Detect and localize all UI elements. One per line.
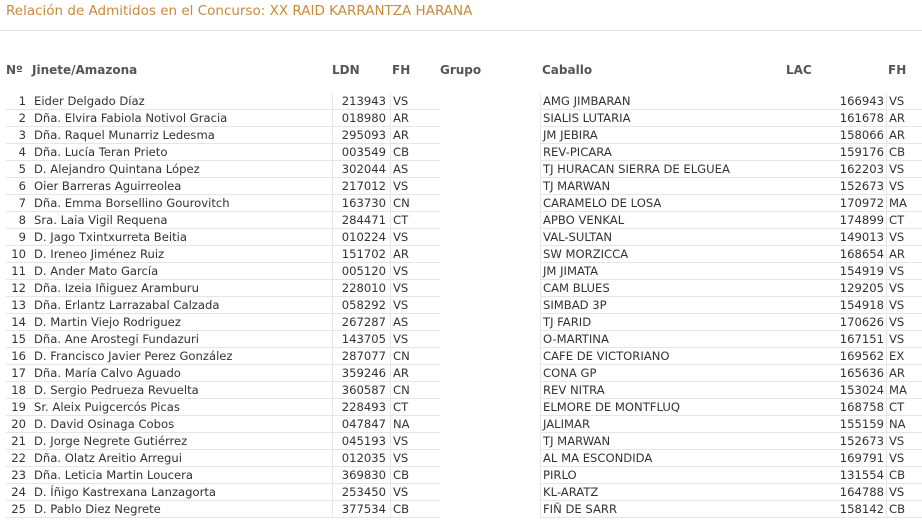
cell-rider: Dña. Izeia Iñiguez Aramburu — [32, 280, 332, 297]
cell-ldn: 302044 — [332, 161, 390, 178]
cell-fh-horse: AR — [886, 127, 922, 144]
cell-group — [440, 501, 540, 518]
cell-num: 19 — [6, 399, 32, 416]
cell-group — [440, 229, 540, 246]
cell-rider: D. David Osinaga Cobos — [32, 416, 332, 433]
cell-lac: 167151 — [786, 331, 886, 348]
cell-fh-rider: CT — [390, 212, 440, 229]
cell-horse: CONA GP — [540, 365, 786, 382]
cell-rider: D. Martin Viejo Rodriguez — [32, 314, 332, 331]
cell-fh-rider: AS — [390, 314, 440, 331]
cell-horse: VAL-SULTAN — [540, 229, 786, 246]
cell-lac: 154918 — [786, 297, 886, 314]
cell-num: 11 — [6, 263, 32, 280]
cell-group — [440, 246, 540, 263]
cell-num: 15 — [6, 331, 32, 348]
cell-ldn: 267287 — [332, 314, 390, 331]
cell-horse: SW MORZICCA — [540, 246, 786, 263]
cell-rider: Oier Barreras Aguirreolea — [32, 178, 332, 195]
cell-group — [440, 280, 540, 297]
cell-lac: 131554 — [786, 467, 886, 484]
cell-fh-horse: VS — [886, 433, 922, 450]
cell-ldn: 143705 — [332, 331, 390, 348]
cell-num: 10 — [6, 246, 32, 263]
cell-fh-rider: VS — [390, 280, 440, 297]
table-row — [6, 297, 922, 314]
cell-ldn: 012035 — [332, 450, 390, 467]
cell-fh-horse: VS — [886, 178, 922, 195]
cell-fh-horse: VS — [886, 314, 922, 331]
cell-group — [440, 178, 540, 195]
cell-group — [440, 382, 540, 399]
cell-ldn: 163730 — [332, 195, 390, 212]
cell-fh-horse: NA — [886, 416, 922, 433]
cell-fh-rider: AR — [390, 110, 440, 127]
cell-horse: REV NITRA — [540, 382, 786, 399]
cell-rider: Dña. María Calvo Aguado — [32, 365, 332, 382]
cell-rider: D. Jago Txintxurreta Beitia — [32, 229, 332, 246]
table-row — [6, 348, 922, 365]
cell-ldn: 295093 — [332, 127, 390, 144]
cell-num: 22 — [6, 450, 32, 467]
cell-horse: FIÑ DE SARR — [540, 501, 786, 518]
cell-ldn: 228493 — [332, 399, 390, 416]
table-row — [6, 467, 922, 484]
cell-ldn: 151702 — [332, 246, 390, 263]
cell-fh-horse: CT — [886, 212, 922, 229]
cell-fh-horse: CT — [886, 399, 922, 416]
cell-lac: 162203 — [786, 161, 886, 178]
cell-group — [440, 348, 540, 365]
table-row — [6, 314, 922, 331]
cell-fh-rider: VS — [390, 484, 440, 501]
cell-horse: REV-PICARA — [540, 144, 786, 161]
cell-rider: Dña. Lucía Teran Prieto — [32, 144, 332, 161]
table-row — [6, 450, 922, 467]
table-row — [6, 399, 922, 416]
table-row — [6, 246, 922, 263]
cell-ldn: 287077 — [332, 348, 390, 365]
cell-fh-rider: VS — [390, 263, 440, 280]
header-fh-horse: FH — [888, 63, 907, 77]
cell-num: 13 — [6, 297, 32, 314]
cell-fh-horse: VS — [886, 297, 922, 314]
cell-group — [440, 110, 540, 127]
cell-lac: 152673 — [786, 178, 886, 195]
cell-fh-rider: AR — [390, 365, 440, 382]
cell-lac: 158066 — [786, 127, 886, 144]
header-fh-rider: FH — [392, 63, 411, 77]
cell-num: 5 — [6, 161, 32, 178]
table-row — [6, 501, 922, 518]
cell-ldn: 377534 — [332, 501, 390, 518]
cell-lac: 170626 — [786, 314, 886, 331]
cell-group — [440, 127, 540, 144]
cell-fh-horse: CB — [886, 501, 922, 518]
cell-fh-rider: CN — [390, 382, 440, 399]
cell-num: 12 — [6, 280, 32, 297]
cell-ldn: 005120 — [332, 263, 390, 280]
table-row — [6, 178, 922, 195]
cell-lac: 164788 — [786, 484, 886, 501]
cell-fh-horse: VS — [886, 161, 922, 178]
cell-fh-horse: AR — [886, 365, 922, 382]
table-header-row — [6, 59, 922, 81]
cell-ldn: 045193 — [332, 433, 390, 450]
table-row — [6, 161, 922, 178]
cell-lac: 174899 — [786, 212, 886, 229]
cell-num: 17 — [6, 365, 32, 382]
cell-rider: D. Alejandro Quintana López — [32, 161, 332, 178]
cell-group — [440, 416, 540, 433]
table-row — [6, 382, 922, 399]
cell-ldn: 018980 — [332, 110, 390, 127]
table-row — [6, 93, 922, 110]
cell-ldn: 359246 — [332, 365, 390, 382]
cell-num: 2 — [6, 110, 32, 127]
cell-num: 20 — [6, 416, 32, 433]
cell-fh-rider: VS — [390, 178, 440, 195]
cell-horse: AL MA ESCONDIDA — [540, 450, 786, 467]
cell-lac: 129205 — [786, 280, 886, 297]
cell-horse: KL-ARATZ — [540, 484, 786, 501]
cell-horse: JM JEBIRA — [540, 127, 786, 144]
cell-rider: D. Ander Mato García — [32, 263, 332, 280]
cell-lac: 154919 — [786, 263, 886, 280]
cell-fh-horse: CB — [886, 144, 922, 161]
table-row — [6, 365, 922, 382]
cell-fh-horse: VS — [886, 229, 922, 246]
cell-horse: SIALIS LUTARIA — [540, 110, 786, 127]
cell-lac: 159176 — [786, 144, 886, 161]
cell-horse: APBO VENKAL — [540, 212, 786, 229]
cell-group — [440, 297, 540, 314]
table-row — [6, 144, 922, 161]
cell-horse: TJ HURACAN SIERRA DE ELGUEA — [540, 161, 786, 178]
cell-group — [440, 212, 540, 229]
cell-lac: 152673 — [786, 433, 886, 450]
cell-rider: Dña. Raquel Munarriz Ledesma — [32, 127, 332, 144]
cell-num: 18 — [6, 382, 32, 399]
cell-lac: 169562 — [786, 348, 886, 365]
cell-ldn: 369830 — [332, 467, 390, 484]
cell-fh-horse: VS — [886, 331, 922, 348]
cell-num: 23 — [6, 467, 32, 484]
cell-fh-rider: VS — [390, 450, 440, 467]
cell-num: 24 — [6, 484, 32, 501]
cell-rider: Dña. Ane Arostegi Fundazuri — [32, 331, 332, 348]
cell-rider: Dña. Olatz Areitio Arregui — [32, 450, 332, 467]
cell-fh-horse: VS — [886, 450, 922, 467]
cell-fh-rider: CN — [390, 195, 440, 212]
cell-horse: TJ MARWAN — [540, 178, 786, 195]
cell-horse: AMG JIMBARAN — [540, 93, 786, 110]
cell-ldn: 047847 — [332, 416, 390, 433]
header-rider: Jinete/Amazona — [32, 63, 138, 77]
cell-group — [440, 314, 540, 331]
cell-ldn: 058292 — [332, 297, 390, 314]
table-body — [6, 93, 922, 518]
cell-rider: D. Íñigo Kastrexana Lanzagorta — [32, 484, 332, 501]
table-row — [6, 212, 922, 229]
cell-rider: Dña. Elvira Fabiola Notivol Gracia — [32, 110, 332, 127]
cell-fh-rider: AR — [390, 127, 440, 144]
cell-rider: Dña. Erlantz Larrazabal Calzada — [32, 297, 332, 314]
cell-fh-rider: CN — [390, 348, 440, 365]
title-divider — [0, 30, 922, 31]
cell-num: 21 — [6, 433, 32, 450]
cell-group — [440, 399, 540, 416]
cell-num: 25 — [6, 501, 32, 518]
cell-ldn: 217012 — [332, 178, 390, 195]
cell-lac: 165636 — [786, 365, 886, 382]
cell-horse: SIMBAD 3P — [540, 297, 786, 314]
cell-horse: O-MARTINA — [540, 331, 786, 348]
cell-fh-rider: CB — [390, 144, 440, 161]
cell-group — [440, 144, 540, 161]
cell-rider: D. Sergio Pedrueza Revuelta — [32, 382, 332, 399]
table-row — [6, 433, 922, 450]
cell-lac: 155159 — [786, 416, 886, 433]
cell-rider: D. Ireneo Jiménez Ruiz — [32, 246, 332, 263]
cell-fh-rider: CT — [390, 399, 440, 416]
page-title: Relación de Admitidos en el Concurso: XX RAID KARRANTZA HARANA — [6, 3, 473, 19]
header-ldn: LDN — [332, 63, 360, 77]
cell-fh-horse: VS — [886, 484, 922, 501]
table-row — [6, 110, 922, 127]
cell-rider: D. Pablo Diez Negrete — [32, 501, 332, 518]
cell-lac: 168654 — [786, 246, 886, 263]
cell-ldn: 360587 — [332, 382, 390, 399]
cell-fh-horse: VS — [886, 280, 922, 297]
cell-lac: 153024 — [786, 382, 886, 399]
cell-horse: JM JIMATA — [540, 263, 786, 280]
cell-horse: PIRLO — [540, 467, 786, 484]
table-row — [6, 195, 922, 212]
cell-group — [440, 195, 540, 212]
cell-rider: Dña. Leticia Martin Loucera — [32, 467, 332, 484]
cell-num: 9 — [6, 229, 32, 246]
cell-fh-rider: VS — [390, 229, 440, 246]
cell-ldn: 284471 — [332, 212, 390, 229]
cell-horse: ELMORE DE MONTFLUQ — [540, 399, 786, 416]
cell-group — [440, 93, 540, 110]
cell-lac: 149013 — [786, 229, 886, 246]
cell-group — [440, 161, 540, 178]
cell-horse: TJ FARID — [540, 314, 786, 331]
cell-group — [440, 433, 540, 450]
cell-group — [440, 263, 540, 280]
cell-ldn: 253450 — [332, 484, 390, 501]
cell-lac: 158142 — [786, 501, 886, 518]
cell-fh-rider: AS — [390, 161, 440, 178]
cell-fh-rider: CB — [390, 467, 440, 484]
cell-rider: D. Jorge Negrete Gutiérrez — [32, 433, 332, 450]
cell-group — [440, 484, 540, 501]
cell-horse: CARAMELO DE LOSA — [540, 195, 786, 212]
admitted-table — [6, 59, 922, 518]
cell-lac: 168758 — [786, 399, 886, 416]
cell-fh-rider: VS — [390, 93, 440, 110]
cell-fh-rider: VS — [390, 433, 440, 450]
cell-rider: Sra. Laia Vigil Requena — [32, 212, 332, 229]
cell-num: 4 — [6, 144, 32, 161]
header-horse: Caballo — [542, 63, 593, 77]
cell-num: 14 — [6, 314, 32, 331]
header-group: Grupo — [440, 63, 482, 77]
cell-fh-horse: AR — [886, 110, 922, 127]
cell-horse: CAM BLUES — [540, 280, 786, 297]
cell-num: 1 — [6, 93, 32, 110]
cell-fh-rider: AR — [390, 246, 440, 263]
cell-fh-horse: MA — [886, 382, 922, 399]
cell-horse: CAFE DE VICTORIANO — [540, 348, 786, 365]
cell-fh-rider: CB — [390, 501, 440, 518]
table-row — [6, 263, 922, 280]
cell-fh-horse: AR — [886, 246, 922, 263]
table-row — [6, 484, 922, 501]
cell-fh-rider: VS — [390, 297, 440, 314]
cell-ldn: 010224 — [332, 229, 390, 246]
table-row — [6, 331, 922, 348]
table-row — [6, 229, 922, 246]
cell-ldn: 003549 — [332, 144, 390, 161]
cell-rider: D. Francisco Javier Perez González — [32, 348, 332, 365]
cell-ldn: 228010 — [332, 280, 390, 297]
cell-group — [440, 467, 540, 484]
cell-lac: 161678 — [786, 110, 886, 127]
cell-fh-rider: VS — [390, 331, 440, 348]
cell-lac: 166943 — [786, 93, 886, 110]
header-num: Nº — [6, 63, 23, 77]
table-row — [6, 127, 922, 144]
header-lac: LAC — [786, 63, 812, 77]
cell-horse: TJ MARWAN — [540, 433, 786, 450]
cell-lac: 169791 — [786, 450, 886, 467]
cell-num: 7 — [6, 195, 32, 212]
cell-num: 6 — [6, 178, 32, 195]
cell-num: 16 — [6, 348, 32, 365]
cell-group — [440, 450, 540, 467]
cell-horse: JALIMAR — [540, 416, 786, 433]
cell-rider: Sr. Aleix Puigcercós Picas — [32, 399, 332, 416]
table-row — [6, 280, 922, 297]
cell-num: 8 — [6, 212, 32, 229]
cell-rider: Eider Delgado Díaz — [32, 93, 332, 110]
cell-lac: 170972 — [786, 195, 886, 212]
cell-fh-rider: NA — [390, 416, 440, 433]
cell-fh-horse: VS — [886, 93, 922, 110]
table-row — [6, 416, 922, 433]
cell-group — [440, 331, 540, 348]
cell-rider: Dña. Emma Borsellino Gourovitch — [32, 195, 332, 212]
cell-fh-horse: VS — [886, 263, 922, 280]
cell-num: 3 — [6, 127, 32, 144]
cell-ldn: 213943 — [332, 93, 390, 110]
cell-group — [440, 365, 540, 382]
cell-fh-horse: EX — [886, 348, 922, 365]
cell-fh-horse: CB — [886, 467, 922, 484]
cell-fh-horse: MA — [886, 195, 922, 212]
